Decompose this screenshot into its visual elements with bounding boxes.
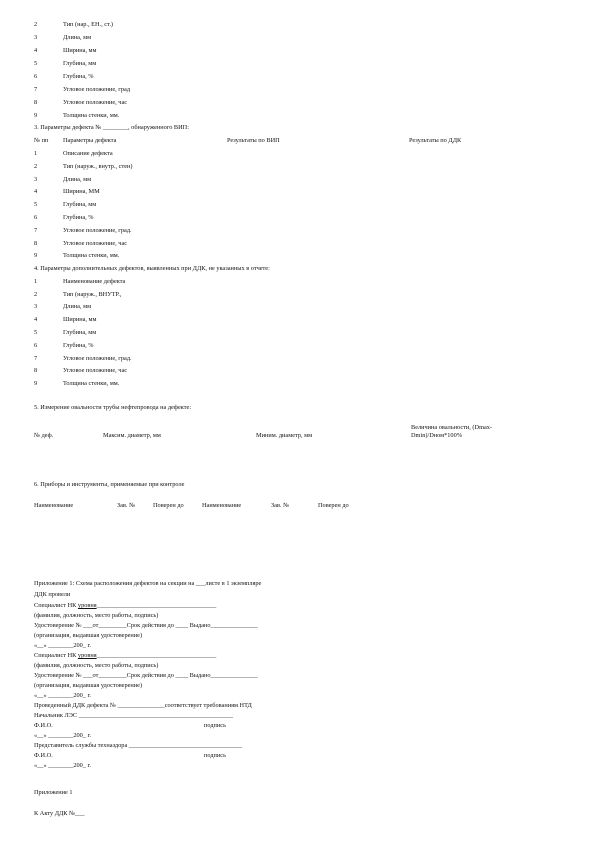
row-label: Ширина, мм: [63, 316, 97, 323]
row-label: Ширина, мм: [63, 47, 97, 54]
row-number: 8: [34, 99, 38, 106]
section3-title: 3. Параметры дефекта № ________, обнаруженного ВИП:: [34, 124, 189, 131]
fio-note: (фамилия, должность, место работы, подпись): [34, 612, 159, 619]
row-label: Угловое положение, час: [63, 240, 128, 247]
row-label: Толщина стенки, мм.: [63, 252, 120, 259]
appendix-line: Приложение 1: Схема расположения дефектов на секции на ___листе в 1 экземпляре: [34, 580, 262, 587]
row-label: Угловое положение, град.: [63, 227, 132, 234]
column-name: Наименование: [34, 502, 74, 509]
specialist-label: Специалист НК: [34, 652, 78, 659]
row-number: 1: [34, 150, 38, 157]
column-min-diameter: Миним. диаметр, мм: [256, 432, 313, 439]
row-label: Угловое положение, град: [63, 86, 131, 93]
row-label: Глубина, мм: [63, 60, 97, 67]
row-label: Толщина стенки, мм.: [63, 380, 120, 387]
row-number: 4: [34, 47, 38, 54]
appendix-title: Приложение 1: [34, 789, 73, 796]
row-number: 6: [34, 342, 38, 349]
row-number: 7: [34, 355, 38, 362]
certificate-line: Удостоверение № ___от_________Срок действия до ____ Выдано_______________: [34, 672, 258, 679]
specialist-blank: ______________________________________: [96, 602, 217, 609]
row-label: Угловое положение, час: [63, 99, 128, 106]
row-number: 8: [34, 240, 38, 247]
row-label: Толщина стенки, мм.: [63, 112, 120, 119]
row-number: 4: [34, 188, 38, 195]
row-number: 2: [34, 21, 38, 28]
specialist-blank: ______________________________________: [96, 652, 217, 659]
row-label: Глубина, %: [63, 214, 94, 221]
specialist-label: Специалист НК: [34, 602, 78, 609]
chief-line: Начальник ЛЭС _________________________________________________: [34, 712, 233, 719]
column-serial: Зав. №: [117, 502, 136, 509]
column-serial: Зав. №: [271, 502, 290, 509]
row-number: 2: [34, 291, 38, 298]
row-number: 9: [34, 112, 38, 119]
row-number: 7: [34, 86, 38, 93]
fio-label: Ф.И.О.: [34, 722, 53, 729]
header-ddk-results: Результаты по ДДК: [409, 137, 462, 144]
section4-title: 4. Параметры дополнительных дефектов, выявленных при ДДК, не указанных в отчете:: [34, 265, 270, 272]
org-note: (организация, выдавшая удостоверение): [34, 632, 143, 639]
specialist-level: уровня: [77, 652, 97, 659]
date-line: «__» ________200_ г.: [34, 692, 91, 699]
row-number: 1: [34, 278, 38, 285]
row-label: Тип (наруж., внутр., стен): [63, 163, 133, 170]
row-number: 3: [34, 176, 38, 183]
signature-label: подпись: [204, 752, 226, 759]
row-label: Глубина, мм: [63, 329, 97, 336]
certificate-line: Удостоверение № ___от_________Срок действия до ____ Выдано_______________: [34, 622, 258, 629]
row-number: 8: [34, 367, 38, 374]
column-name: Наименование: [202, 502, 242, 509]
specialist-line: [34, 652, 216, 660]
column-max-diameter: Максим. диаметр, мм: [103, 432, 161, 439]
row-label: Глубина, мм: [63, 201, 97, 208]
row-label: Тип (нар., ЕН., ст.): [63, 21, 113, 28]
row-number: 5: [34, 201, 38, 208]
header-vip-results: Результаты по ВИП: [227, 137, 280, 144]
row-label: Длина, мм: [63, 303, 92, 310]
date-line: «__» ________200_ г.: [34, 732, 91, 739]
row-label: Длина, мм: [63, 34, 92, 41]
column-verified: Поверен до: [318, 502, 349, 509]
performed-label: ДДК провели: [34, 591, 71, 598]
row-label: Длина, мм: [63, 176, 92, 183]
date-line: «__» ________200_ г.: [34, 762, 91, 769]
row-number: 6: [34, 73, 38, 80]
conclusion-line: Проведенный ДДК дефекта № _______________соответствует требованиям НТД: [34, 702, 252, 709]
specialist-level: уровня: [77, 602, 97, 609]
row-label: Ширина, ММ: [63, 188, 100, 195]
row-label: Описание дефекта: [63, 150, 113, 157]
row-number: 3: [34, 34, 38, 41]
header-parameters: Параметры дефекта: [63, 137, 117, 144]
row-number: 9: [34, 252, 38, 259]
header-number: № пп: [34, 137, 49, 144]
row-label: Глубина, %: [63, 342, 94, 349]
fio-note: (фамилия, должность, место работы, подпись): [34, 662, 159, 669]
row-label: Наименование дефекта: [63, 278, 126, 285]
row-number: 9: [34, 380, 38, 387]
row-number: 4: [34, 316, 38, 323]
row-number: 7: [34, 227, 38, 234]
act-reference: К Акту ДДК №___: [34, 810, 85, 817]
row-number: 6: [34, 214, 38, 221]
section6-title: 6. Приборы и инструменты, применяемые при контроле: [34, 481, 185, 488]
org-note: (организация, выдавшая удостоверение): [34, 682, 143, 689]
column-verified: Поверен до: [153, 502, 184, 509]
signature-label: подпись: [204, 722, 226, 729]
row-number: 3: [34, 303, 38, 310]
row-label: Тип (наруж., ВНУТР.,: [63, 291, 122, 298]
column-defect-number: № деф.: [34, 432, 54, 439]
column-ovality-line2: Dmin)/Dном*100%: [411, 432, 462, 439]
specialist-line: [34, 602, 216, 610]
row-number: 5: [34, 60, 38, 67]
row-label: Глубина, %: [63, 73, 94, 80]
row-number: 2: [34, 163, 38, 170]
row-number: 5: [34, 329, 38, 336]
row-label: Угловое положение, час: [63, 367, 128, 374]
date-line: «__» ________200_ г.: [34, 642, 91, 649]
representative-line: Представитель службы техназдора ____________________________________: [34, 742, 243, 749]
column-ovality-line1: Величина овальности, (Dmax-: [411, 424, 493, 431]
section5-title: 5. Измерение овальности трубы нефтепровода на дефекте:: [34, 404, 192, 411]
fio-label: Ф.И.О.: [34, 752, 53, 759]
row-label: Угловое положение, град.: [63, 355, 132, 362]
